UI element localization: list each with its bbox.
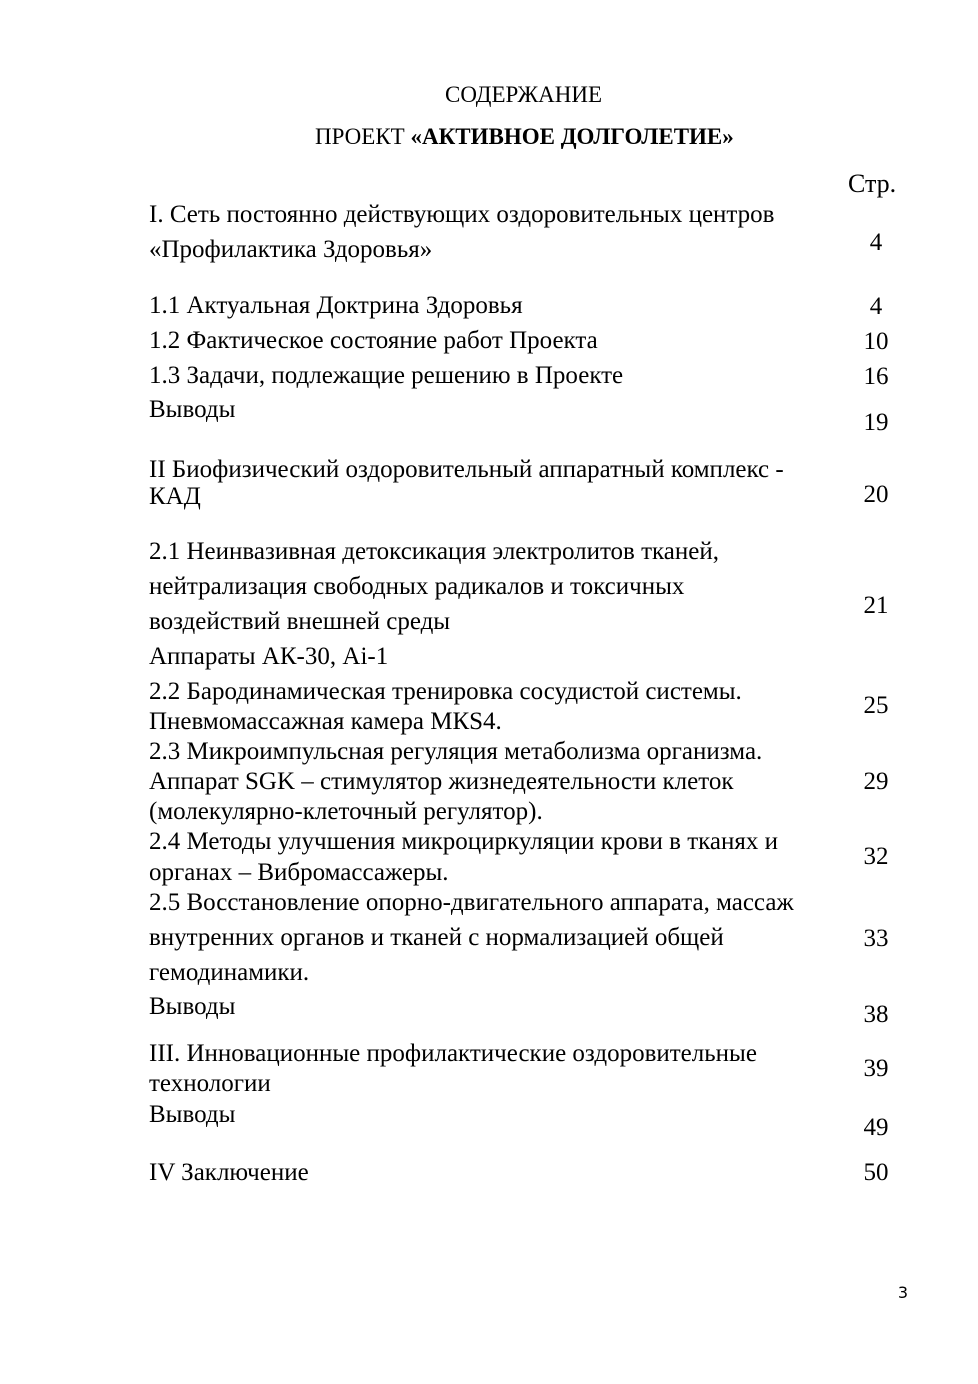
toc-page-number: 49 <box>863 1114 889 1141</box>
toc-line: Выводы <box>149 396 236 423</box>
toc-page-number: 16 <box>863 363 889 390</box>
toc-page-number: 4 <box>869 293 883 320</box>
toc-line: 2.2 Бародинамическая тренировка сосудистой системы. <box>149 678 742 705</box>
toc-line: внутренних органов и тканей с нормализацией общей <box>149 924 724 951</box>
toc-line: «Профилактика Здоровья» <box>149 236 433 263</box>
toc-line: 2.5 Восстановление опорно-двигательного аппарата, массаж <box>149 889 794 916</box>
toc-line: 1.2 Фактическое состояние работ Проекта <box>149 327 598 354</box>
toc-line: 2.1 Неинвазивная детоксикация электролитов тканей, <box>149 538 720 565</box>
toc-page-number: 20 <box>863 481 889 508</box>
project-name: «АКТИВНОЕ ДОЛГОЛЕТИЕ» <box>410 124 734 149</box>
toc-line: 2.4 Методы улучшения микроциркуляции крови в тканях и <box>149 828 779 855</box>
page-number: 3 <box>897 1283 908 1302</box>
toc-page-number: 38 <box>863 1001 889 1028</box>
toc-page-number: 39 <box>863 1055 889 1082</box>
toc-line: органах – Вибромассажеры. <box>149 859 449 886</box>
toc-line: IV Заключение <box>149 1159 309 1186</box>
page-column-label: Стр. <box>848 169 897 198</box>
toc-page-number: 19 <box>863 409 889 436</box>
toc-page-number: 25 <box>863 692 889 719</box>
toc-line: Выводы <box>149 993 236 1020</box>
toc-line: I. Сеть постоянно действующих оздоровительных центров <box>149 201 775 228</box>
toc-line: нейтрализация свободных радикалов и токсичных <box>149 573 685 600</box>
toc-line: гемодинамики. <box>149 959 310 986</box>
toc-page-number: 29 <box>863 768 889 795</box>
toc-page-number: 50 <box>863 1159 889 1186</box>
toc-line: технологии <box>149 1070 271 1097</box>
toc-line: 1.1 Актуальная Доктрина Здоровья <box>149 292 523 319</box>
project-prefix: ПРОЕКТ <box>315 124 411 149</box>
toc-page-number: 21 <box>863 592 889 619</box>
toc-line: Пневмомассажная камера МКS4. <box>149 708 502 735</box>
toc-line: КАД <box>149 483 201 510</box>
page-title: СОДЕРЖАНИЕ <box>445 82 603 107</box>
toc-page-number: 32 <box>863 843 889 870</box>
toc-line: Аппараты АК-30, Ai-1 <box>149 643 389 670</box>
toc-line: II Биофизический оздоровительный аппаратный комплекс - <box>149 456 784 483</box>
toc-page-number: 10 <box>863 328 889 355</box>
toc-line: Выводы <box>149 1101 236 1128</box>
toc-line: III. Инновационные профилактические оздоровительные <box>149 1040 757 1067</box>
toc-line: (молекулярно-клеточный регулятор). <box>149 798 543 825</box>
toc-line: воздействий внешней среды <box>149 608 451 635</box>
toc-line: Аппарат SGK – стимулятор жизнедеятельности клеток <box>149 768 734 795</box>
project-title <box>315 124 734 150</box>
toc-line: 1.3 Задачи, подлежащие решению в Проекте <box>149 362 624 389</box>
toc-page-number: 4 <box>869 229 883 256</box>
toc-page-number: 33 <box>863 925 889 952</box>
toc-line: 2.3 Микроимпульсная регуляция метаболизма организма. <box>149 738 763 765</box>
